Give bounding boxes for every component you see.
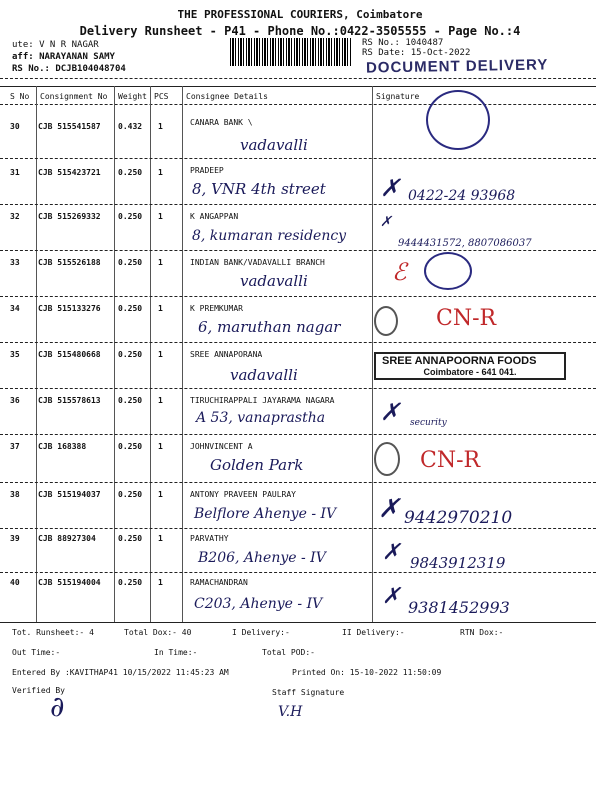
row-weight: 0.250 [118, 258, 143, 267]
row-consignee: K ANGAPPAN [190, 212, 239, 221]
row-weight: 0.250 [118, 490, 143, 499]
row-pcs: 1 [158, 490, 163, 499]
row-cn: CJB 515423721 [38, 168, 101, 177]
row-address: B206, Ahenye - IV [198, 550, 326, 566]
document-delivery-stamp: DOCUMENT DELIVERY [365, 56, 549, 77]
row-pcs: 1 [158, 578, 163, 587]
row-weight: 0.250 [118, 304, 143, 313]
rs-date: RS Date: 15-Oct-2022 [362, 48, 471, 58]
row-pcs: 1 [158, 168, 163, 177]
entered-by: Entered By :KAVITHAP41 10/15/2022 11:45:23 AM [12, 668, 229, 677]
row-sno: 40 [10, 578, 20, 587]
row-sno: 33 [10, 258, 20, 267]
row-address: Golden Park [210, 456, 304, 474]
row-cn: CJB 515578613 [38, 396, 101, 405]
verifier-scribble: ∂ [50, 690, 65, 723]
total-dox: Total Dox:- 40 [124, 628, 192, 637]
stamp-line-2: Coimbatore - 641 041. [423, 367, 517, 377]
staff-label: aff: NARAYANAN SAMY [12, 52, 115, 62]
row-address: Belflore Ahenye - IV [194, 506, 337, 522]
company-stamp [374, 352, 566, 380]
staff-signature: V.H [278, 704, 303, 720]
col-consignment: Consignment No [40, 92, 108, 101]
row-weight: 0.250 [118, 168, 143, 177]
signature-x: ✗ [378, 494, 400, 524]
row-consignee: K PREMKUMAR [190, 304, 243, 313]
drs-number: RS No.: DCJB104048704 [12, 64, 126, 74]
signature-x: ✗ [380, 174, 401, 202]
row-weight: 0.250 [118, 578, 143, 587]
row-weight: 0.250 [118, 212, 143, 221]
verified-by: Verified By [12, 686, 65, 695]
col-signature: Signature [376, 92, 420, 101]
row-weight: 0.250 [118, 534, 143, 543]
col-weight: Weight [118, 92, 147, 101]
row-weight: 0.250 [118, 350, 143, 359]
signature-scribble: ℰ [392, 258, 407, 286]
col-consignee: Consignee Details [186, 92, 268, 101]
rtn-dox: RTN Dox:- [460, 628, 504, 637]
row-cn: CJB 515269332 [38, 212, 101, 221]
row-weight: 0.250 [118, 442, 143, 451]
row-address: vadavalli [240, 136, 308, 154]
row-consignee: INDIAN BANK/VADAVALLI BRANCH [190, 258, 325, 267]
row-cn: CJB 515194004 [38, 578, 101, 587]
route-label: ute: V N R NAGAR [12, 40, 99, 50]
signature-x: ✗ [380, 398, 401, 426]
runsheet-title: Delivery Runsheet - P41 - Phone No.:0422-3505555 - Page No.:4 [79, 24, 521, 38]
row-signature: 9381452993 [408, 598, 510, 617]
row-signature: 9444431572, 8807086037 [398, 238, 532, 249]
row-cn: CJB 515133276 [38, 304, 101, 313]
col-pcs: PCS [154, 92, 169, 101]
signature-x: ✗ [382, 584, 401, 609]
bank-seal-icon [424, 252, 472, 290]
row-signature: 0422-24 93968 [408, 188, 516, 204]
row-pcs: 1 [158, 350, 163, 359]
row-cn: CJB 515194037 [38, 490, 101, 499]
row-sno: 34 [10, 304, 20, 313]
row-pcs: 1 [158, 534, 163, 543]
i-delivery: I Delivery:- [232, 628, 290, 637]
row-weight: 0.250 [118, 396, 143, 405]
total-pod: Total POD:- [262, 648, 315, 657]
row-pcs: 1 [158, 258, 163, 267]
ii-delivery: II Delivery:- [342, 628, 405, 637]
tot-runsheet: Tot. Runsheet:- 4 [12, 628, 94, 637]
row-consignee: ANTONY PRAVEEN PAULRAY [190, 490, 296, 499]
out-time: Out Time:- [12, 648, 61, 657]
row-address: 6, maruthan nagar [198, 318, 341, 336]
row-pcs: 1 [158, 122, 163, 131]
rs-number: RS No.: 1040487 [362, 38, 444, 48]
row-consignee: SREE ANNAPORANA [190, 350, 263, 359]
row-sno: 30 [10, 122, 20, 131]
row-weight: 0.432 [118, 122, 143, 131]
signature-x: ✗ [382, 540, 401, 565]
signature-x: ✗ [380, 214, 392, 230]
company-name: THE PROFESSIONAL COURIERS, Coimbatore [177, 8, 423, 21]
row-cn: CJB 168388 [38, 442, 87, 451]
row-signature: 9442970210 [404, 508, 513, 528]
row-address: vadavalli [230, 366, 298, 384]
row-signature: CN-R [420, 448, 481, 473]
row-address: 8, kumaran residency [192, 228, 347, 244]
row-address: A 53, vanaprastha [196, 410, 326, 426]
row-consignee: CANARA BANK \ [190, 118, 253, 127]
in-time: In Time:- [154, 648, 198, 657]
row-signature: 9843912319 [410, 554, 506, 572]
row-sno: 35 [10, 350, 20, 359]
row-cn: CJB 88927304 [38, 534, 96, 543]
printed-on: Printed On: 15-10-2022 11:50:09 [292, 668, 442, 677]
row-sno: 38 [10, 490, 20, 499]
row-sno: 37 [10, 442, 20, 451]
no-stamp-icon [374, 442, 400, 476]
barcode [230, 38, 352, 66]
row-address: C203, Ahenye - IV [194, 596, 323, 612]
row-pcs: 1 [158, 304, 163, 313]
no-stamp-icon [374, 306, 398, 336]
row-cn: CJB 515526188 [38, 258, 101, 267]
round-seal-icon [426, 90, 490, 150]
row-signature: CN-R [436, 306, 497, 331]
row-cn: CJB 515541587 [38, 122, 101, 131]
row-consignee: TIRUCHIRAPPALI JAYARAMA NAGARA [190, 396, 335, 405]
row-sno: 36 [10, 396, 20, 405]
row-pcs: 1 [158, 396, 163, 405]
row-address: vadavalli [240, 272, 308, 290]
row-sno: 39 [10, 534, 20, 543]
row-consignee: JOHNVINCENT A [190, 442, 253, 451]
row-pcs: 1 [158, 442, 163, 451]
row-signature: security [410, 418, 447, 428]
row-sno: 32 [10, 212, 20, 221]
col-sno: S No [10, 92, 30, 101]
row-cn: CJB 515480668 [38, 350, 101, 359]
row-address: 8, VNR 4th street [192, 180, 326, 198]
stamp-line-1: SREE ANNAPOORNA FOODS [382, 355, 537, 367]
row-sno: 31 [10, 168, 20, 177]
row-consignee: PRADEEP [190, 166, 224, 175]
staff-signature-label: Staff Signature [272, 688, 345, 697]
row-pcs: 1 [158, 212, 163, 221]
row-consignee: RAMACHANDRAN [190, 578, 248, 587]
row-consignee: PARVATHY [190, 534, 229, 543]
